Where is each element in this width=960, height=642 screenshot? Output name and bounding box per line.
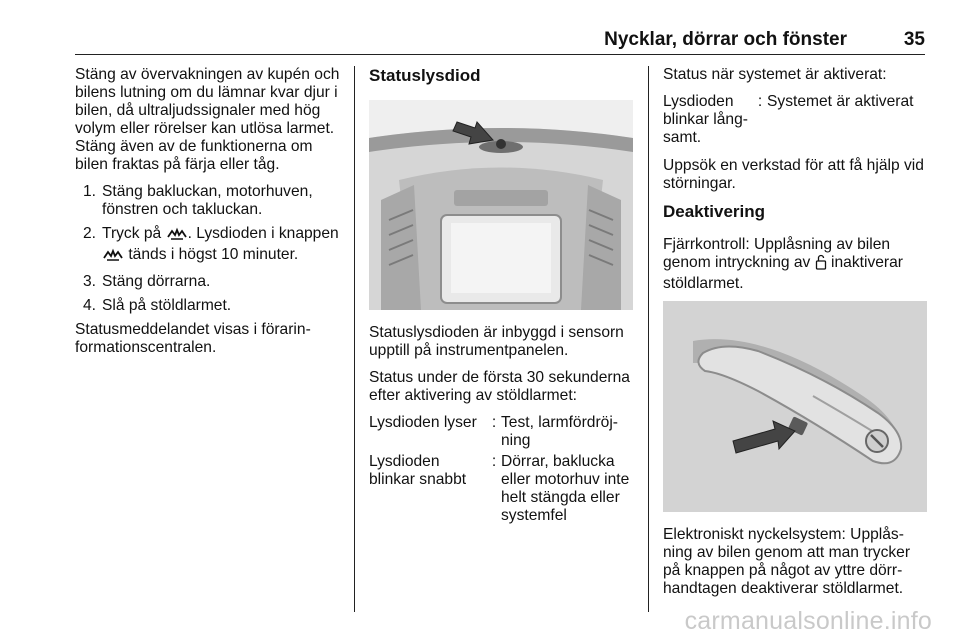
alarm-sensor-icon	[166, 227, 188, 246]
active-status-table	[663, 93, 928, 147]
list-item: 3. Stäng dörrarna.	[83, 273, 211, 290]
remote-paragraph: Fjärrkontroll: Upplåsning av bilen genom intryckning av inaktiverar stöldlarmet.	[663, 236, 903, 292]
dashboard-illustration	[369, 100, 633, 310]
intro-paragraph: Stäng av övervakningen av kupén och bilens lutning om du lämnar kvar djur i bilen, då ultraljudssignaler med hög volym eller rörelser kan utlösa larmet. Stäng även av de funktionerna om bilen fraktas på färja eller tåg.	[75, 66, 340, 173]
column-divider-1	[354, 66, 355, 612]
outro-paragraph: Statusmeddelandet visas i förarinformationscentralen.	[75, 321, 311, 356]
keyless-paragraph: Elektroniskt nyckelsystem: Upplåsning av bilen genom att man trycker på knappen på något av yttre dörrhandtagen deaktiverar stöldlarmet.	[663, 526, 911, 597]
service-note: Uppsök en verkstad för att få hjälp vid störningar.	[663, 157, 924, 192]
door-handle-illustration	[663, 301, 927, 512]
list-item: 2. Tryck på . Lysdioden i knappen tänds i högst 10 minuter.	[75, 225, 340, 267]
column-3	[663, 66, 928, 607]
table-row: Lysdioden lyser : Test, larmfördröjning	[369, 414, 618, 449]
header-rule	[75, 54, 925, 55]
step-list	[75, 183, 340, 315]
active-intro: Status när systemet är aktiverat:	[663, 66, 887, 83]
section-heading: Statuslysdiod	[369, 66, 481, 85]
section-heading: Deaktivering	[663, 202, 766, 221]
page-number: 35	[903, 29, 925, 50]
table-row: Lysdioden blinkar långsamt.: Systemet är aktiverat	[663, 93, 914, 146]
list-item: 4. Slå på stöldlarmet.	[83, 297, 232, 314]
list-item: 1. Stäng bakluckan, motorhuven, fönstren och takluckan.	[83, 183, 313, 218]
column-1	[75, 66, 340, 366]
unlock-icon	[815, 254, 827, 275]
column-2	[369, 66, 633, 535]
page-title: Nycklar, dörrar och fönster	[604, 29, 847, 50]
column-divider-2	[648, 66, 649, 612]
status-table	[369, 414, 633, 525]
status-intro: Status under de första 30 sekunderna efter aktivering av stöldlarmet:	[369, 369, 630, 404]
watermark: carmanualsonline.info	[684, 607, 932, 635]
figure-caption: Statuslysdioden är inbyggd i sensorn upptill på instrumentpanelen.	[369, 324, 624, 359]
alarm-sensor-icon	[102, 248, 124, 267]
table-row: Lysdioden blinkar snabbt: Dörrar, baklucka eller motorhuv inte helt stängda eller systemfel	[369, 453, 630, 524]
page-header	[75, 28, 925, 52]
